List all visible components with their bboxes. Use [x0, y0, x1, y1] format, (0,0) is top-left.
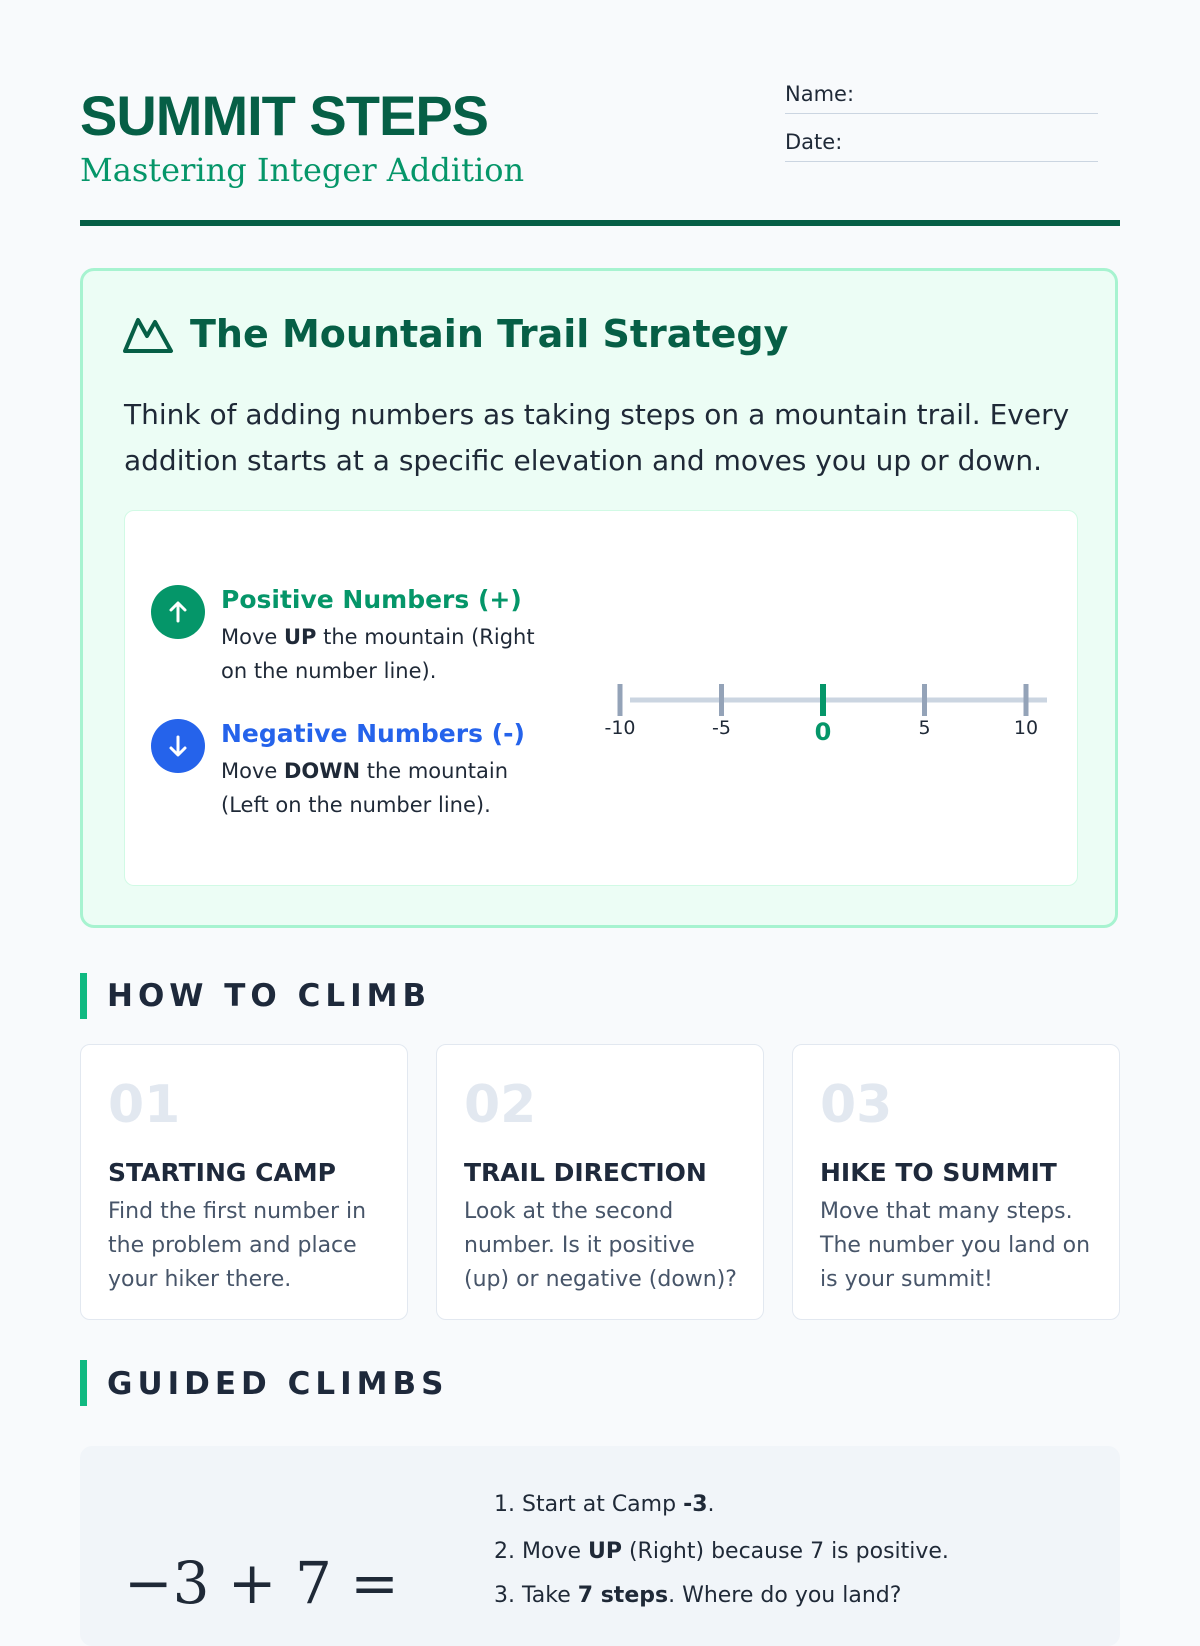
step-card — [436, 1044, 764, 1320]
section-accent-bar — [80, 1360, 87, 1406]
step-card — [80, 1044, 408, 1320]
step-number: 01 — [108, 1075, 181, 1135]
step-desc: Find the first number in the problem and place your hiker there. — [108, 1199, 367, 1292]
arrow-down-icon — [151, 719, 205, 773]
how-to-climb-heading: HOW TO CLIMB — [107, 978, 432, 1014]
step-title: HIKE TO SUMMIT — [820, 1158, 1057, 1187]
negative-rule-title: Negative Numbers (-) — [221, 719, 525, 748]
number-line-tick-label: 10 — [1013, 717, 1039, 739]
step-card — [792, 1044, 1120, 1320]
guided-equation: −3 + 7 = — [124, 1549, 399, 1617]
header-divider — [80, 220, 1120, 226]
step-number: 03 — [820, 1075, 893, 1135]
number-line-tick-label: 5 — [918, 717, 931, 739]
number-line-tick-label: -10 — [604, 717, 636, 739]
page-subtitle: Mastering Integer Addition — [80, 151, 525, 189]
number-line-tick-label: -5 — [712, 717, 731, 739]
page-title: SUMMIT STEPS — [80, 84, 489, 147]
positive-rule-title: Positive Numbers (+) — [221, 585, 522, 614]
section-accent-bar — [80, 973, 87, 1019]
name-field[interactable] — [785, 113, 1098, 114]
step-number: 02 — [464, 1075, 537, 1135]
name-label: Name: — [785, 82, 855, 106]
strategy-title: The Mountain Trail Strategy — [190, 312, 789, 356]
step-title: STARTING CAMP — [108, 1158, 336, 1187]
mountain-icon — [122, 314, 174, 354]
arrow-up-icon — [151, 585, 205, 639]
number-line-tick-label: 0 — [814, 718, 832, 746]
positive-rule-desc: Move UP the mountain (Right on the number line). — [221, 625, 535, 683]
instruction-step: 1. Start at Camp -3. — [494, 1492, 715, 1517]
date-field[interactable] — [785, 161, 1098, 162]
step-title: TRAIL DIRECTION — [464, 1158, 707, 1187]
date-label: Date: — [785, 130, 843, 154]
strategy-intro: Think of adding numbers as taking steps on a mountain trail. Every addition starts at a specific elevation and moves you up or down. — [124, 398, 1070, 477]
instruction-step: 2. Move UP (Right) because 7 is positive. — [494, 1539, 949, 1564]
step-desc: Move that many steps. The number you land on is your summit! — [820, 1199, 1091, 1292]
step-desc: Look at the second number. Is it positive (up) or negative (down)? — [464, 1199, 737, 1292]
number-line — [590, 660, 1070, 760]
instruction-step: 3. Take 7 steps. Where do you land? — [494, 1583, 902, 1608]
negative-rule-desc: Move DOWN the mountain (Left on the number line). — [221, 759, 509, 817]
guided-climbs-heading: GUIDED CLIMBS — [107, 1366, 449, 1402]
